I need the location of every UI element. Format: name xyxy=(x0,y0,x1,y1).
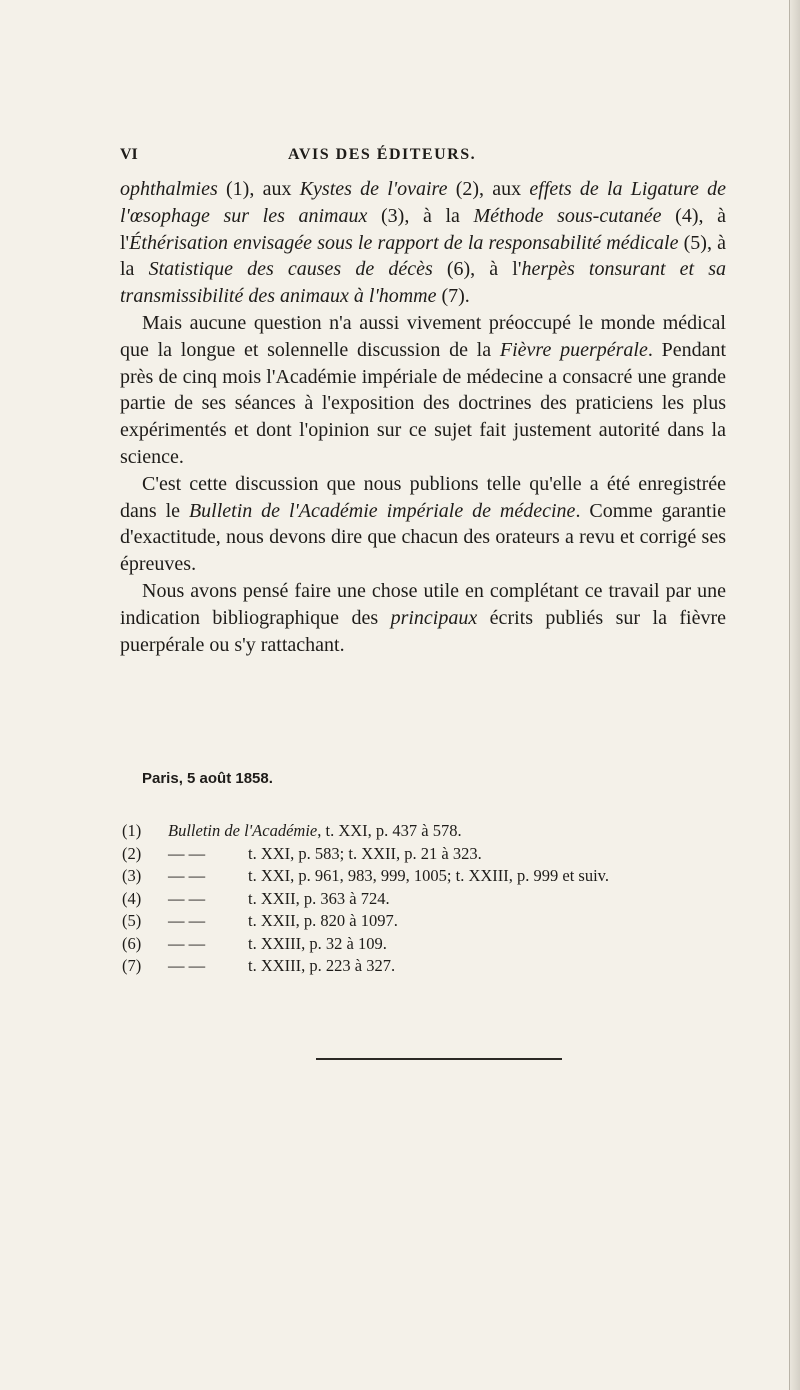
footnote-number: (5) xyxy=(122,911,142,930)
italic-run: Fièvre puerpérale xyxy=(499,338,648,361)
text-run: (7). xyxy=(436,285,470,308)
footnote-number: (6) xyxy=(122,933,142,953)
footnote-ditto: — — xyxy=(168,933,206,953)
text-run: (3), à la xyxy=(367,204,474,227)
footnote-number: (1) xyxy=(122,821,142,840)
footnote-reference: , t. XXI, p. 437 à 578. xyxy=(317,821,462,840)
footnote-number: (4) xyxy=(122,888,142,908)
footnote xyxy=(122,933,722,956)
footnote-reference: t. XXII, p. 363 à 724. xyxy=(248,888,390,908)
italic-run: Bulletin de l'Académie impériale de médecine xyxy=(188,499,576,522)
footnote-reference: t. XXI, p. 961, 983, 999, 1005; t. XXIII, p. 999 et suiv. xyxy=(248,866,609,885)
text-run: (6), à l' xyxy=(432,258,522,281)
italic-run: Statistique des causes de décès xyxy=(148,258,433,281)
footnote-ditto: — — xyxy=(168,843,206,863)
page-number: VI xyxy=(120,146,138,163)
dateline: Paris, 5 août 1858. xyxy=(142,770,273,787)
footnote-source: Bulletin de l'Académie xyxy=(168,821,318,840)
footnote xyxy=(122,955,722,978)
footnote-ditto: — — xyxy=(168,888,206,908)
footnote xyxy=(122,888,722,911)
footnote xyxy=(122,820,722,843)
paragraph-2 xyxy=(120,310,726,471)
paragraph-3 xyxy=(120,471,726,578)
italic-run: herpès tonsurant et sa transmissibilité des animaux à l'homme xyxy=(120,258,727,308)
text-run: (2), aux xyxy=(447,178,530,200)
text-run: . Pendant près de cinq mois l'Académie impériale de médecine a consacré une grande partie de ses séances à l'exposition des doctrines des praticiens les plus expérimentés et dont l'opinion sur ce sujet fait justement autorité dans la science. xyxy=(120,338,727,468)
footnotes xyxy=(122,820,722,978)
body-text xyxy=(120,176,726,658)
text-run: Nous avons pensé faire une chose utile en complétant ce travail par une indication bibliographique des xyxy=(120,579,726,629)
text-run: (5), à la xyxy=(120,231,726,281)
closing-rule xyxy=(316,1058,562,1060)
footnote-number: (7) xyxy=(122,956,142,975)
footnote-reference: t. XXIII, p. 32 à 109. xyxy=(248,933,387,953)
italic-run: Kystes de l'ovaire xyxy=(299,178,448,200)
footnote-number: (3) xyxy=(122,866,142,885)
footnote-number: (2) xyxy=(122,843,142,863)
page-header xyxy=(120,146,720,168)
footnote-reference: t. XXI, p. 583; t. XXII, p. 21 à 323. xyxy=(248,843,482,863)
page-edge xyxy=(789,0,800,1390)
italic-run: effets de la Ligature de l'œsophage sur les animaux xyxy=(120,178,727,227)
text-run: C'est cette discussion que nous publions telle qu'elle a été enregistrée dans le xyxy=(120,472,726,522)
italic-run: Éthérisation envisagée sous le rapport de la responsabilité médicale xyxy=(129,231,679,254)
text-run: Mais aucune question n'a aussi vivement préoccupé le monde médical que la longue et solennelle discussion de la xyxy=(120,311,726,361)
footnote xyxy=(122,843,722,866)
footnote xyxy=(122,865,722,888)
italic-run: ophthalmies xyxy=(120,178,218,200)
footnote-reference: t. XXIII, p. 223 à 327. xyxy=(248,956,396,975)
italic-run: Méthode sous-cutanée xyxy=(473,204,662,227)
paragraph-1 xyxy=(120,176,726,310)
text-run: écrits publiés sur la fièvre puerpérale ou s'y rattachant. xyxy=(120,606,727,656)
italic-run: principaux xyxy=(390,606,478,629)
text-run: . Comme garantie d'exactitude, nous devons dire que chacun des orateurs a revu et corrigé ses épreuves. xyxy=(120,499,727,576)
footnote-ditto: — — xyxy=(168,911,206,930)
paragraph-4 xyxy=(120,578,726,658)
text-run: (4), à l' xyxy=(120,204,726,254)
footnote xyxy=(122,910,722,933)
footnote-ditto: — — xyxy=(168,866,206,885)
text-run: (1), aux xyxy=(217,178,300,200)
footnote-ditto: — — xyxy=(168,956,206,975)
running-head: AVIS DES ÉDITEURS. xyxy=(288,146,477,163)
footnote-reference: t. XXII, p. 820 à 1097. xyxy=(248,911,398,930)
